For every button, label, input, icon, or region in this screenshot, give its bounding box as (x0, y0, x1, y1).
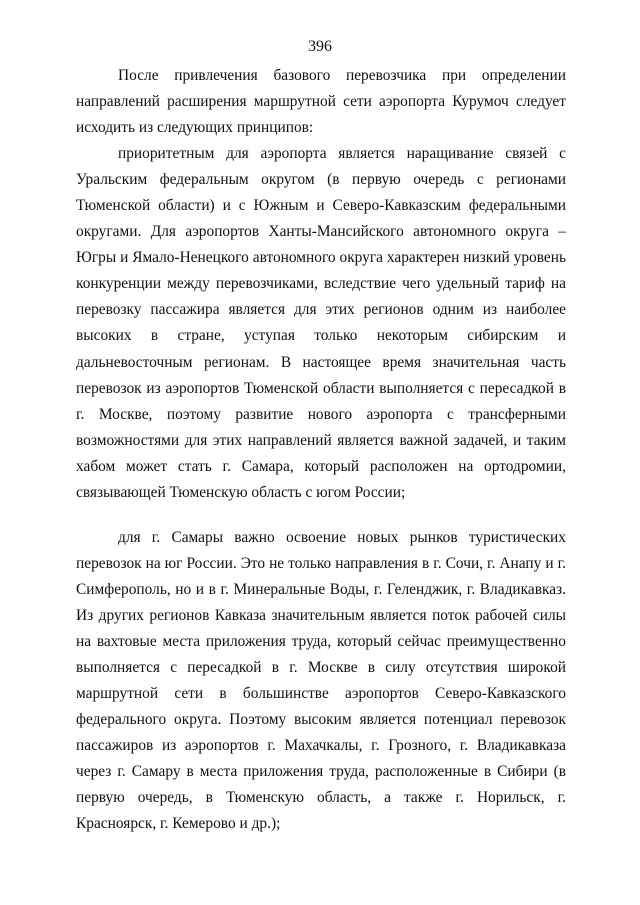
paragraph-spacer (76, 506, 566, 525)
paragraph-intro: После привлечения базового перевозчика при определении направлений расширения маршрутной сети аэропорта Курумоч следует исходить из следующих принципов: (76, 67, 566, 137)
page-number: 396 (308, 38, 332, 55)
document-body (76, 63, 566, 837)
paragraph-ural-priority: приоритетным для аэропорта является наращивание связей с Уральским федеральным округом (в первую очередь с регионами Тюменской области) и с Южным и Северо-Кавказским федеральными округами. Для аэропортов Ханты-Мансийского автономного округа – Югры и Ямало-Ненецкого автономного округа характерен низкий уровень конкуренции между перевозчиками, вследствие чего удельный тариф на перевозку пассажира является для этих регионов одним из наиболее высоких в стране, уступая только некоторым сибирским и дальневосточным регионам. В настоящее время значительная часть перевозок из аэропортов Тюменской области выполняется с пересадкой в г. Москве, поэтому развитие нового аэропорта с трансферными возможностями для этих направлений является важной задачей, и таким хабом может стать г. Самара, который расположен на ортодромии, связывающей Тюменскую область с югом России; (76, 145, 566, 501)
paragraph-south-tourism: для г. Самары важно освоение новых рынков туристических перевозок на юг России. Это не только направления в г. Сочи, г. Анапу и г. Симферополь, но и в г. Минеральные Воды, г. Геленджик, г. Владикавказ. Из других регионов Кавказа значительным является поток рабочей силы на вахтовые места приложения труда, который сейчас преимущественно выполняется с пересадкой в г. Москве в силу отсутствия широкой маршрутной сети в большинстве аэропортов Северо-Кавказского федерального округа. Поэтому высоким является потенциал перевозок пассажиров из аэропортов г. Махачкалы, г. Грозного, г. Владикавказа через г. Самару в места приложения труда, расположенные в Сибири (в первую очередь, в Тюменскую область, а также г. Норильск, г. Красноярск, г. Кемерово и др.); (76, 528, 566, 833)
